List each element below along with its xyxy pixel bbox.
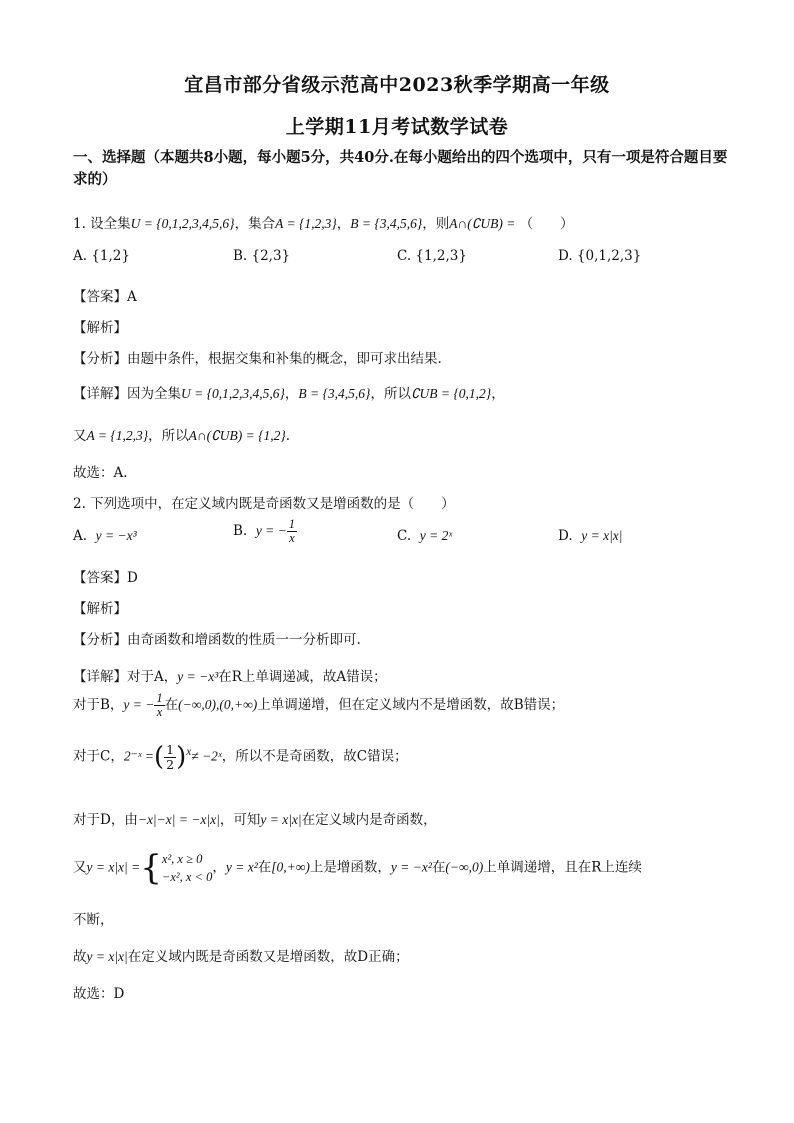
fraction-denominator: x [156,705,163,720]
detail-text: 在 [257,859,272,876]
q1-set-a: A = {1,2,3} [275,216,337,231]
exam-title-line2: 上学期11月考试数学试卷 [285,116,509,138]
right-paren: ) [176,742,187,772]
answer-tag: 【答案】 [73,570,127,586]
left-brace: { [140,848,162,888]
q1-answer [73,285,137,305]
q1-stem [73,212,574,232]
detail-text: 对于A， [127,669,178,685]
q2-detail-a [73,665,387,685]
detail-math: (−∞,0),(0,+∞) [178,697,258,713]
detail-text: 对于D，由 [73,812,138,828]
case-2: −x², x < 0 [161,870,213,884]
detail-text: ，可知 [219,812,261,828]
detail-math: [0,+∞) [271,859,310,875]
detail-math: y = −x³ [177,669,219,684]
q1-detail-line2 [73,424,290,444]
fenxi-text: 由题中条件，根据交集和补集的概念，即可求出结果. [127,351,442,367]
detail-math: U = {0,1,2,3,4,5,6} [181,386,285,401]
option-label: B. [233,523,248,540]
q2-option-c [397,528,452,544]
option-expr: y = 2ˣ [419,528,453,543]
piecewise-cases [162,850,212,886]
detail-text: 又 [73,859,87,876]
detail-text: 在R上单调递减，故A错误； [218,669,387,685]
xiangjie-tag: 【详解】 [73,386,127,402]
detail-text: 因为全集 [127,386,181,402]
q2-option-a [73,528,137,544]
exam-title-line1: 宜昌市部分省级示范高中2023秋季学期高一年级 [184,74,610,96]
detail-text: 上是增函数， [309,859,391,876]
q1-option-a: A. {1,2} [73,248,130,264]
section-heading: 一、选择题（本题共8小题，每小题5分，共40分.在每小题给出的四个选项中，只有一项是符合题目要求的） [73,149,728,188]
detail-math: y = −x² [390,859,432,875]
case-1: x², x ≥ 0 [161,852,203,866]
fenxi-tag: 【分析】 [73,632,127,648]
answer-value: D [127,570,138,586]
detail-text: 故 [73,949,87,965]
detail-math: A = {1,2,3} [86,428,149,443]
q2-analysis-tag: 【解析】 [73,601,127,617]
detail-text: ，所以不是奇函数，故C错误； [221,748,408,765]
detail-text: 对于C， [73,748,124,765]
fraction-denominator: x [289,531,295,546]
fenxi-text: 由奇函数和增函数的性质一一分析即可. [127,632,361,648]
q1-text: ，集合 [234,216,276,232]
detail-text: 上单调递增，且在R上连续 [483,859,642,876]
detail-text: 在 [164,697,179,714]
q1-universal-set: U = {0,1,2,3,4,5,6} [130,216,235,231]
detail-math: y = x|x| [86,949,128,964]
xiangjie-tag: 【详解】 [73,669,127,685]
detail-math: y = − [123,697,155,713]
q1-fenxi [73,347,442,367]
answer-tag: 【答案】 [73,289,127,305]
fraction-numerator: 1 [288,517,296,531]
q2-detail-b [73,692,564,719]
detail-math: A∩(∁UB) = {1,2} [188,428,286,443]
q2-detail-e [73,848,642,888]
exponent: x [186,746,192,758]
q1-option-b: B. {2,3} [233,248,291,264]
q2-option-d [558,528,623,544]
q1-set-b: B = {3,4,5,6} [350,216,423,231]
option-label: A. [73,528,88,544]
detail-math: ∁UB = {0,1,2} [410,386,492,401]
fraction-numerator: 1 [156,691,163,705]
option-label: C. [397,528,412,544]
q1-target: A∩(∁UB) = [449,216,516,231]
option-expr: y = −x³ [95,528,137,543]
detail-text: ，所以 [148,428,189,444]
detail-text: ，所以 [370,386,411,402]
q2-conclusion: 故选：D [73,986,125,1002]
fraction [164,743,176,770]
detail-math: ≠ −2ˣ [191,748,222,764]
q1-text: ，则 [422,216,450,232]
q1-option-d: D. {0,1,2,3} [558,248,642,264]
option-expr: y = x|x| [581,528,623,543]
q2-detail-f [73,945,409,965]
detail-math: (−∞,0) [445,859,484,875]
detail-text: 在定义域内既是奇函数又是增函数，故D正确； [127,949,409,965]
detail-text: 上单调递增，但在定义域内不是增函数，故B错误； [257,697,565,714]
detail-math: y = x² [225,859,258,875]
answer-value: A [127,289,137,305]
detail-text: 在定义域内是奇函数， [301,812,437,828]
q2-detail-c [73,742,408,772]
detail-text: 又 [73,428,87,444]
q1-conclusion: 故选：A. [73,465,128,481]
q1-detail-line1 [73,382,505,402]
option-expr: y = − [255,523,287,539]
detail-math: −x|−x| = −x|x| [137,812,220,827]
detail-text: ， [212,859,226,876]
fraction-denominator: 2 [166,756,175,772]
q2-answer [73,566,138,586]
q2-option-b [233,518,297,545]
q1-analysis-tag: 【解析】 [73,320,127,336]
detail-math: B = {3,4,5,6} [298,386,371,401]
detail-text: ， [284,386,299,402]
q1-text: ， [336,216,351,232]
option-label: D. [558,528,573,544]
fraction [154,692,164,719]
detail-math: y = x|x| = [86,859,141,875]
fraction [287,518,297,545]
detail-text: 在 [431,859,446,876]
q1-option-c: C. {1,2,3} [397,248,467,264]
q2-fenxi [73,628,361,648]
q2-detail-d [73,808,437,828]
q1-blank: （ ） [519,216,574,232]
q2-stem: 2. 下列选项中，在定义域内既是奇函数又是增函数的是（ ） [73,496,455,512]
detail-text: 对于B， [73,697,124,714]
detail-text: ， [491,386,505,402]
fraction-numerator: 1 [166,742,175,758]
fenxi-tag: 【分析】 [73,351,127,367]
q1-number: 1. 设全集 [73,216,131,232]
left-paren: ( [154,742,165,772]
detail-text: . [285,428,291,444]
detail-math: y = x|x| [260,812,302,827]
detail-math: 2⁻ˣ = [123,748,155,764]
q2-detail-e-cont: 不断， [73,912,114,928]
